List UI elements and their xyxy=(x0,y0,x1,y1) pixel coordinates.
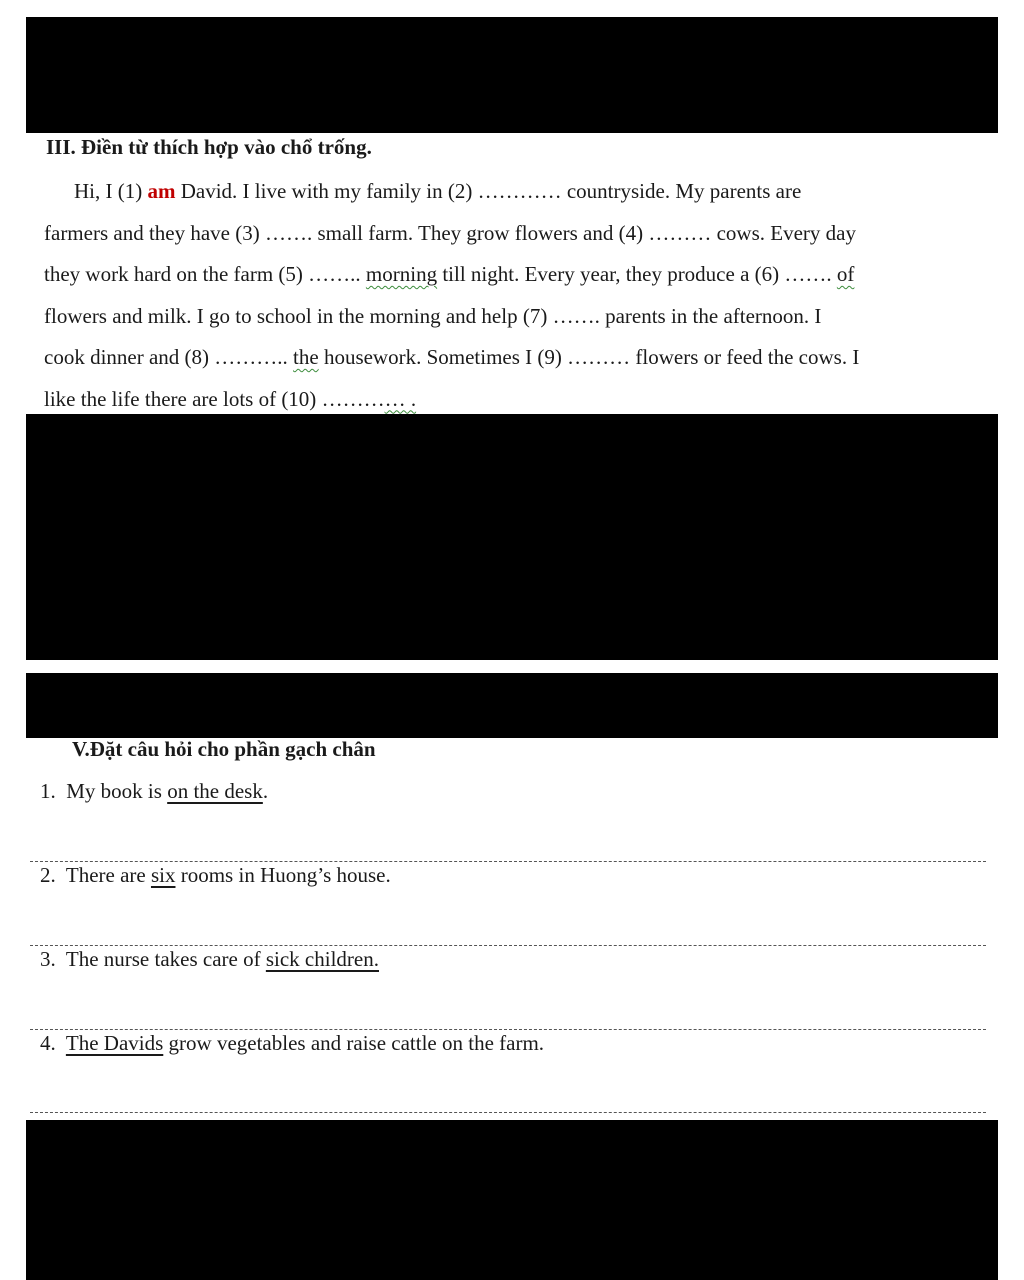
blank-4: ……… xyxy=(648,220,712,245)
blank-10-end: … . xyxy=(384,386,417,411)
question-4 xyxy=(40,1031,544,1056)
text: housework. Sometimes I (9) xyxy=(318,345,568,369)
paragraph-line-4 xyxy=(44,296,986,338)
text: grow vegetables and raise cattle on the farm. xyxy=(163,1031,545,1055)
text: rooms in Huong’s house. xyxy=(175,863,391,887)
blank-7: ……. xyxy=(552,303,600,328)
blank-6: ……. xyxy=(784,262,832,286)
section-3-paragraph xyxy=(44,171,986,420)
text: 2. There are xyxy=(40,863,151,887)
word-of: of xyxy=(836,262,855,286)
blank-5: …….. xyxy=(308,262,361,286)
underlined-part: sick children. xyxy=(265,947,379,971)
blank-2: ………… xyxy=(477,179,562,203)
blank-9: ……… xyxy=(567,345,631,369)
word-morning: morning xyxy=(365,262,438,286)
underlined-part: The Davids xyxy=(65,1031,164,1055)
paragraph-line-1 xyxy=(44,171,986,213)
text: till night. Every year, they produce a (6) xyxy=(437,262,785,286)
underlined-part: six xyxy=(150,863,176,887)
text: cook dinner and (8) xyxy=(44,345,215,369)
answer-line-2 xyxy=(30,945,986,946)
text: 1. My book is xyxy=(40,779,168,803)
answer-line-3 xyxy=(30,1029,986,1030)
text: 4. xyxy=(40,1031,66,1055)
text: 3. The nurse takes care of xyxy=(40,947,266,971)
redacted-block-header-v xyxy=(26,673,998,738)
text: countryside. My parents are xyxy=(561,179,802,203)
paragraph-line-2 xyxy=(44,213,986,255)
redacted-block-top xyxy=(26,17,998,133)
blank-8: ……….. xyxy=(214,345,288,369)
paragraph-line-3 xyxy=(44,254,986,296)
text: they work hard on the farm (5) xyxy=(44,262,309,286)
paragraph-line-5 xyxy=(44,337,986,379)
text: . xyxy=(262,779,269,803)
text: parents in the afternoon. I xyxy=(599,303,822,328)
answer-line-1 xyxy=(30,861,986,862)
word-the: the xyxy=(293,345,319,369)
question-2 xyxy=(40,863,391,888)
section-3-heading: III. Điền từ thích hợp vào chổ trống. xyxy=(46,135,372,159)
text: like the life there are lots of (10) xyxy=(44,386,322,411)
blank-3: ……. xyxy=(259,220,318,245)
question-3 xyxy=(40,947,379,972)
text: Hi, I (1) xyxy=(74,179,148,203)
answer-am: am xyxy=(147,179,176,203)
text: flowers and milk. I go to school in the morning and help (7) xyxy=(44,303,553,328)
redacted-block-bottom xyxy=(26,1120,998,1280)
underlined-part: on the desk xyxy=(167,779,263,803)
answer-line-4 xyxy=(30,1112,986,1113)
text: small farm. They grow flowers and (4) xyxy=(317,220,649,245)
text: flowers or feed the cows. I xyxy=(630,345,860,369)
text: cows. Every day xyxy=(711,220,856,245)
question-1 xyxy=(40,779,268,804)
blank-10: ……… xyxy=(321,386,385,411)
text: farmers and they have (3) xyxy=(44,220,260,245)
text: David. I live with my family in (2) xyxy=(175,179,478,203)
paragraph-line-6 xyxy=(44,379,986,421)
redacted-block-middle xyxy=(26,414,998,660)
section-5-heading: V.Đặt câu hỏi cho phần gạch chân xyxy=(72,737,376,761)
